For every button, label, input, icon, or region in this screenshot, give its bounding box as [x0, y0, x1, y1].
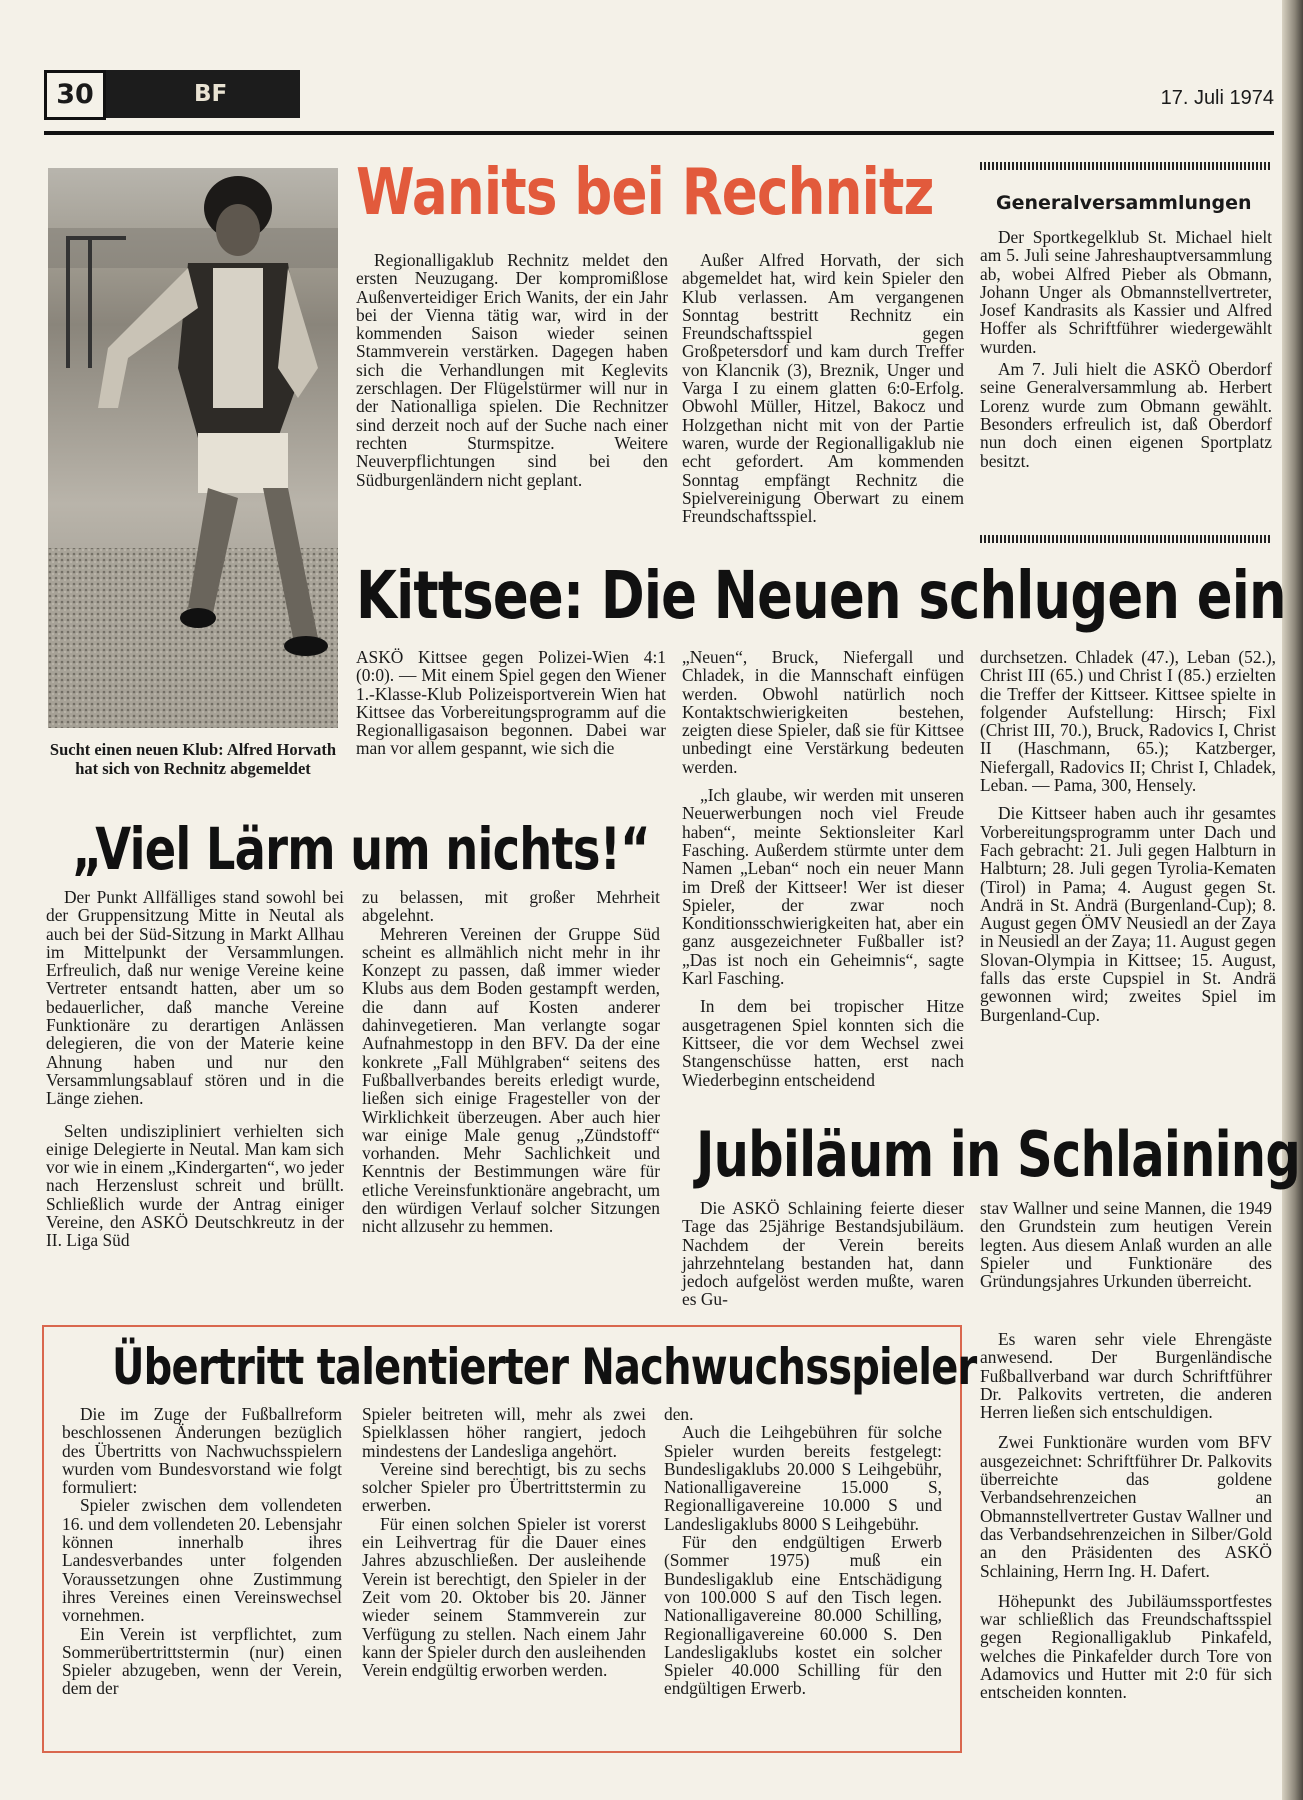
jubilaeum-col-2	[980, 1199, 1272, 1290]
article-text: zu belassen, mit großer Mehrheit abgelehnt.	[362, 887, 660, 926]
article-text: Auch die Leihgebühren für solche Spieler wurden bereits festgelegt: Bundesligaklubs 20.000 S Leihgebühr, Nationalligavereine 15.000 S, Regionalligavereine 10.000 S und Landesligaklubs 8000 S Leihgebühr.	[664, 1422, 942, 1534]
section-label: BF	[106, 70, 300, 118]
article-text: Mehreren Vereinen der Gruppe Süd scheint es allmählich nicht mehr in ihr Konzept zu passen, daß immer wieder Klubs aus dem Boden gestampft werden, die dann auf Kosten anderer dahinvegetieren. Man verlangte sogar Aufnahmestopp in den BFV. Da der eine konkrete „Fall Mühlgraben“ seitens des Fußballverbandes bereits erledigt wurde, ließen sich einige Fragesteller von der Wirklichkeit überzeugen. Aber auch hier war einige Male genug „Zündstoff“ vorhanden. Mehr Sachlichkeit und Kenntnis der Bestimmungen wäre für etliche Vereinsfunktionäre angebracht, um den würdigen Verlauf solcher Sitzungen nicht allzusehr zu hemmen.	[362, 923, 660, 1237]
uebertritt-col-1	[62, 1405, 342, 1698]
player-silhouette	[48, 168, 338, 728]
issue-date: 17. Juli 1974	[1160, 87, 1274, 109]
article-text: Höhepunkt des Jubiläumssportfestes war schließlich das Freundschaftsspiel gegen Regionalligaklub Pinkafeld, welches die Pinkafelder durch Tore von Adamovics und Hutter mit 2:0 für sich entscheiden konnten.	[980, 1590, 1272, 1703]
article-text: „Neuen“, Bruck, Niefergall und Chladek, in die Mannschaft einfügen werden. Obwohl natürlich noch Kontaktschwierigkeiten bestehen, zeigten diese Spieler, daß sie für Kittsee unbedingt eine Verstärkung bedeuten werden.	[682, 647, 964, 777]
article-text: Spieler zwischen dem vollendeten 16. und dem vollendeten 20. Lebensjahr können innerhalb ihres Landesverbandes unter folgenden Voraussetzungen ohne Zustimmung ihres Vereines einen Vereinswechsel vornehmen.	[62, 1495, 342, 1626]
divider-bottom	[980, 535, 1272, 543]
uebertritt-col-2	[362, 1405, 646, 1679]
laerm-col-2	[362, 888, 660, 1236]
general-body	[980, 228, 1272, 470]
article-text: Vereine sind berechtigt, bis zu sechs solcher Spieler pro Übertrittstermin zu erwerben.	[362, 1458, 646, 1516]
article-text: Regionalligaklub Rechnitz meldet den ersten Neuzugang. Der kompromißlose Außenverteidiger Erich Wanits, der ein Jahr bei der Vienna tätig war, wird in der kommenden Saison wieder seinen Stammverein verstärken. Dagegen haben sich die Verhandlungen mit Keglevits zerschlagen. Der Flügelstürmer will nur in der Nationalliga spielen. Die Rechnitzer sind derzeit noch auf der Suche nach einer rechten Sturmspitze. Weitere Neuverpflichtungen sind bei den Südburgenländern nicht geplant.	[356, 250, 668, 490]
headline-kittsee: Kittsee: Die Neuen schlugen ein	[356, 557, 1286, 634]
laerm-col-1	[46, 888, 344, 1250]
uebertritt-col-3	[664, 1405, 942, 1698]
wanits-col-1	[356, 251, 668, 489]
article-text: Für den endgültigen Erwerb (Sommer 1975) muß ein Bundesligaklub eine Entschädigung von 100.000 S auf den Tisch legen. Nationalligavereine 80.000 Schilling, Regionalligavereine 60.000 S. Den Landesligaklubs kostet ein solcher Spieler 40.000 Schilling für den endgültigen Erwerb.	[664, 1532, 942, 1699]
article-text: Selten undiszipliniert verhielten sich einige Delegierte in Neutal. Man kam sich vor wie in einem „Kindergarten“, wo jeder nach Herzenslust schreit und brüllt. Schließlich wurde der Antrag einiger Vereine, den ASKÖ Deutschkreutz in der II. Liga Süd	[46, 1120, 344, 1251]
headline-uebertritt: Übertritt talentierter Nachwuchsspieler	[112, 1338, 977, 1396]
headline-wanits: Wanits bei Rechnitz	[356, 156, 934, 230]
jubilaeum-col-3	[980, 1330, 1272, 1702]
article-text: Die ASKÖ Schlaining feierte dieser Tage das 25jährige Bestandsjubiläum. Nachdem der Verein bereits jahrzehntelang bestanden hat, dann jedoch aufgelöst werden mußte, waren es Gu-	[682, 1198, 964, 1310]
kittsee-col-2	[682, 648, 964, 1089]
article-text: den.	[664, 1404, 694, 1424]
photo-caption: Sucht einen neuen Klub: Alfred Horvath hat sich von Rechnitz abgemeldet	[49, 740, 337, 778]
article-text: „Ich glaube, wir werden mit unseren Neuerwerbungen noch viel Freude haben“, meinte Sektionsleiter Karl Fasching. Außerdem stürmte unter dem Namen „Leban“ noch ein neuer Mann im Dreß der Kittseer! Wer ist dieser Spieler, der zwar noch Konditionsschwierigkeiten hat, aber ein ganz ausgezeichneter Fußballer ist? „Das ist noch ein Geheimnis“, sagte Karl Fasching.	[682, 785, 964, 989]
jubilaeum-col-1	[682, 1199, 964, 1309]
headline-jubilaeum: Jubiläum in Schlaining	[696, 1118, 1301, 1191]
article-text: Spieler beitreten will, mehr als zwei Spielklassen höher rangiert, jedoch mindestens der Landesliga angehört.	[362, 1404, 646, 1461]
article-text: Für einen solchen Spieler ist vorerst ein Leihvertrag für die Dauer eines Jahres abzuschließen. Der ausleihende Verein ist berechtigt, den Spieler in der Zeit vom 20. Oktober bis 20. Jänner wieder seinem Stammverein zur Verfügung zu stellen. Nach einem Jahr kann der Spieler durch den ausleihenden Verein endgültig erworben werden.	[362, 1513, 646, 1681]
kittsee-col-3	[980, 648, 1276, 1024]
article-text: Zwei Funktionäre wurden vom BFV ausgezeichnet: Schriftführer Dr. Palkovits überreichte das goldene Verbandsehrenzeichen an Obmannstellvertreter Gustav Wallner und das Verbandsehrenzeichen in Silber/Gold an den Präsidenten des ASKÖ Schlaining, Herrn Ing. H. Dafert.	[980, 1432, 1272, 1581]
article-text: In dem bei tropischer Hitze ausgetragenen Spiel konnten sich die Kittseer, die vor dem Wechsel zwei Stangenschüsse hatten, erst nach Wiederbeginn entscheidend	[682, 996, 964, 1090]
divider-top	[980, 162, 1272, 170]
article-text: stav Wallner und seine Mannen, die 1949 den Grundstein zum heutigen Verein legten. Aus diesem Anlaß wurden an alle Spieler und Funktionäre des Gründungsjahres Urkunden überreicht.	[980, 1198, 1272, 1292]
article-text: Die Kittseer haben auch ihr gesamtes Vorbereitungsprogramm unter Dach und Fach gebracht: 21. Juli gegen Halbturn in Halbturn; 28. Juli gegen Tyrolia-Kematen (Tirol) in Pama; 4. August gegen St. Andrä in St. Andrä (Burgenland-Cup); 8. August gegen ÖMV Neusiedl an der Zaya in Neusiedl an der Zaya; 11. August gegen Slovan-Olympia in Kittsee; 15. August, falls das erste Cupspiel in St. Andrä gewonnen wird; zweites Spiel im Burgenland-Cup.	[980, 803, 1276, 1025]
wanits-col-2	[682, 251, 964, 525]
article-text: durchsetzen. Chladek (47.), Leban (52.), Christ III (65.) und Christ I (85.) erzielten die Treffer der Kittseer. Kittsee spielte in folgender Aufstellung: Hirsch; Fixl (Christ III, 70.), Bruck, Radovics I, Christ II (Haschmann, 65.); Katzberger, Niefergall, Radovics II; Christ I, Chladek, Leban. — Pama, 300, Hensely.	[980, 647, 1276, 796]
masthead	[44, 69, 1274, 121]
article-text: Außer Alfred Horvath, der sich abgemeldet hat, wird kein Spieler den Klub verlassen. Am vergangenen Sonntag bestritt Rechnitz ein Freundschaftsspiel gegen Großpetersdorf und kam durch Treffer von Klancnik (3), Breznik, Unger und Varga I zu einem glatten 6:0-Erfolg. Obwohl Müller, Hitzel, Bakocz und Holzgethan nicht mit von der Partie waren, wurde der Regionalligaklub nie echt gefordert. Am kommenden Sonntag empfängt Rechnitz die Spielvereinigung Oberwart zu einem Freundschaftsspiel.	[682, 250, 964, 527]
masthead-rule	[44, 131, 1274, 135]
article-text: Die im Zuge der Fußballreform beschlossenen Änderungen bezüglich des Übertritts von Nachwuchsspielern wurden vom Bundesvorstand wie folgt formuliert:	[62, 1404, 342, 1498]
article-text: Am 7. Juli hielt die ASKÖ Oberdorf seine Generalversammlung ab. Herbert Lorenz wurde zum Obmann gewählt. Besonders erfreulich ist, daß Oberdorf nun doch einen eigenen Sportplatz besitzt.	[980, 359, 1272, 471]
article-text: ASKÖ Kittsee gegen Polizei-Wien 4:1 (0:0). — Mit einem Spiel gegen den Wiener 1.-Klasse-Klub Polizeisportverein Wien hat Kittsee das Vorbereitungsprogramm auf die Regionalligasaison begonnen. Dabei war man vor allem gespannt, wie sich die	[356, 647, 666, 759]
article-text: Der Punkt Allfälliges stand sowohl bei der Gruppensitzung Mitte in Neutal als auch bei der Süd-Sitzung in Markt Allhau im Mittelpunkt der Versammlungen. Erfreulich, daß nur wenige Vereine keine Vertreter entsandt hatten, aber um so bedauerlicher, daß manche Vereine Funktionäre zu derartigen Anlässen delegieren, die von der Materie keine Ahnung haben und nur den Versammlungsablauf stören und in die Länge ziehen.	[46, 887, 344, 1109]
article-text: Es waren sehr viele Ehrengäste anwesend. Der Burgenländische Fußballverband war durch Schriftführer Dr. Palkovits vertreten, die anderen Herren ließen sich entschuldigen.	[980, 1329, 1272, 1423]
headline-laerm: „Viel Lärm um nichts!“	[72, 815, 650, 883]
general-title: Generalversammlungen	[996, 192, 1252, 214]
article-text: Ein Verein ist verpflichtet, zum Sommerübertrittstermin (nur) einen Spieler abzugeben, wenn der Verein, dem der	[62, 1623, 342, 1699]
page-number: 30	[44, 70, 106, 120]
article-text: Der Sportkegelklub St. Michael hielt am 5. Juli seine Jahreshauptversammlung ab, wobei Alfred Pieber als Obmann, Johann Unger als Obmannstellvertreter, Josef Kandrasits als Kassier und Alfred Hoffer als Schriftführer wiedergewählt wurden.	[980, 227, 1272, 357]
kittsee-col-1	[356, 648, 666, 758]
page-fold	[1282, 0, 1303, 1800]
player-photo	[48, 168, 338, 728]
